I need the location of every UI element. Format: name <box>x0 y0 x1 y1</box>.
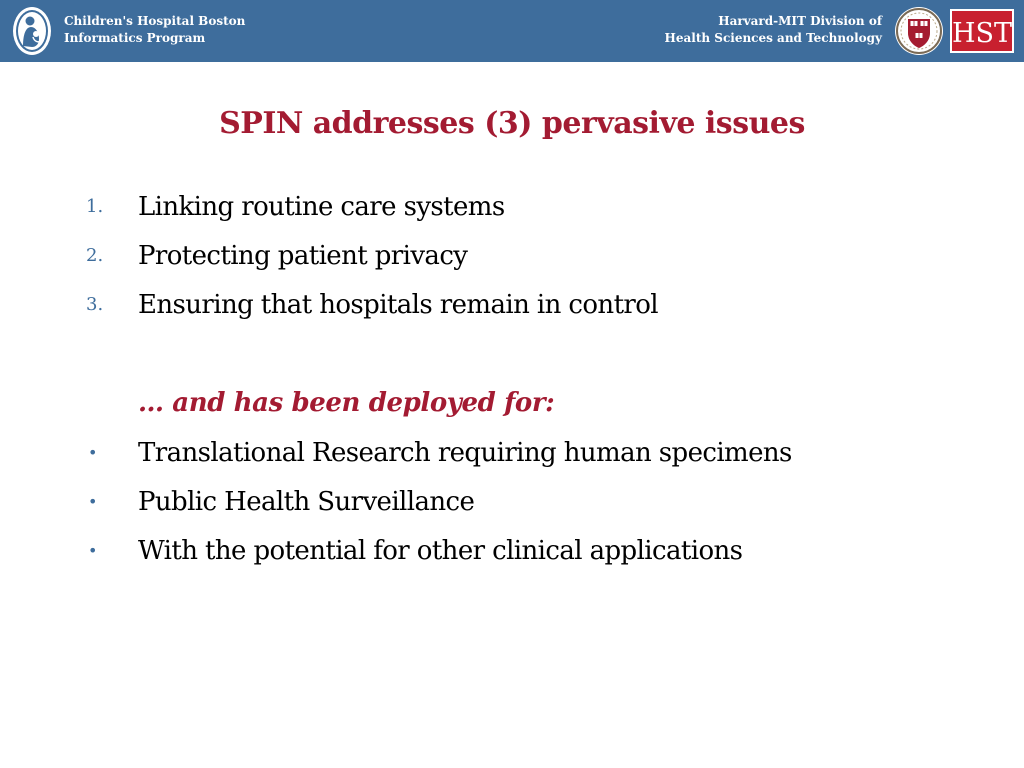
harvard-seal-icon <box>894 5 944 57</box>
bullet-item-3 <box>0 534 1024 568</box>
numbered-item-3 <box>0 288 1024 322</box>
list-number: 1. <box>86 196 104 217</box>
org-left-line1: Children's Hospital Boston <box>64 14 246 28</box>
bullet-icon: • <box>88 492 98 511</box>
numbered-item-1 <box>0 190 1024 224</box>
org-left-line2: Informatics Program <box>64 31 206 45</box>
bullet-item-2 <box>0 485 1024 519</box>
org-name-right <box>665 13 882 47</box>
bullet-icon: • <box>88 443 98 462</box>
list-item-text: Public Health Surveillance <box>138 487 475 517</box>
childrens-hospital-logo-icon <box>12 6 52 56</box>
hst-logo-text: HST <box>951 18 1013 49</box>
org-right-line2: Health Sciences and Technology <box>664 31 882 45</box>
list-number: 3. <box>86 294 104 315</box>
bullet-item-1 <box>0 436 1024 470</box>
numbered-item-2 <box>0 239 1024 273</box>
list-item-text: With the potential for other clinical applications <box>138 536 743 566</box>
bullet-icon: • <box>88 541 98 560</box>
org-name-left <box>64 13 245 47</box>
list-item-text: Protecting patient privacy <box>138 241 468 271</box>
deployed-subheading: … and has been deployed for: <box>138 388 555 418</box>
list-item-text: Translational Research requiring human specimens <box>138 438 792 468</box>
org-right-line1: Harvard-MIT Division of <box>718 14 882 28</box>
hst-logo-icon <box>950 9 1014 53</box>
list-item-text: Ensuring that hospitals remain in control <box>138 290 659 320</box>
slide-title: SPIN addresses (3) pervasive issues <box>219 106 805 141</box>
list-number: 2. <box>86 245 104 266</box>
list-item-text: Linking routine care systems <box>138 192 505 222</box>
header-banner <box>0 0 1024 62</box>
